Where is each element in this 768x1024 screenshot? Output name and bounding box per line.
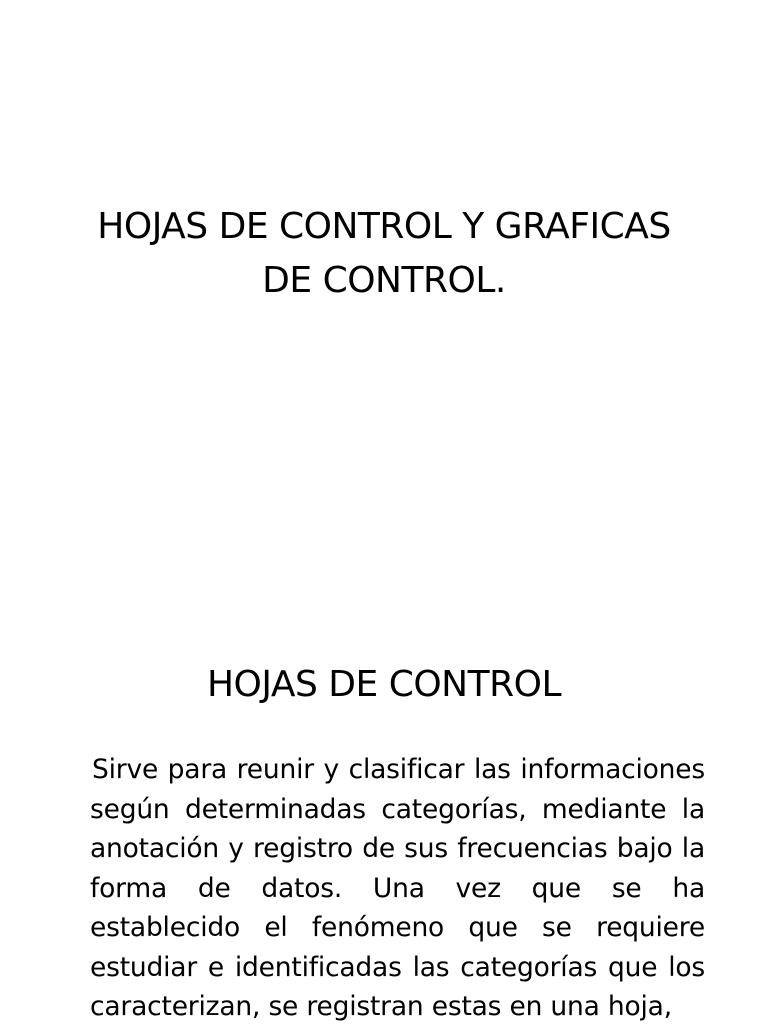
title-line-1: HOJAS DE CONTROL Y GRAFICAS	[97, 206, 671, 247]
section-heading: HOJAS DE CONTROL	[206, 664, 562, 705]
body-paragraph: Sirve para reunir y clasificar las informaciones según determinadas categorías, mediante la anotación y registro de sus frecuencias bajo la forma de datos. Una vez que se ha establecido el fenómeno que se requiere estudiar e identificadas las categorías que los caracterizan, se registran estas en una hoja,	[90, 754, 705, 1022]
document-title	[84, 200, 684, 308]
title-line-2: DE CONTROL.	[262, 260, 506, 301]
